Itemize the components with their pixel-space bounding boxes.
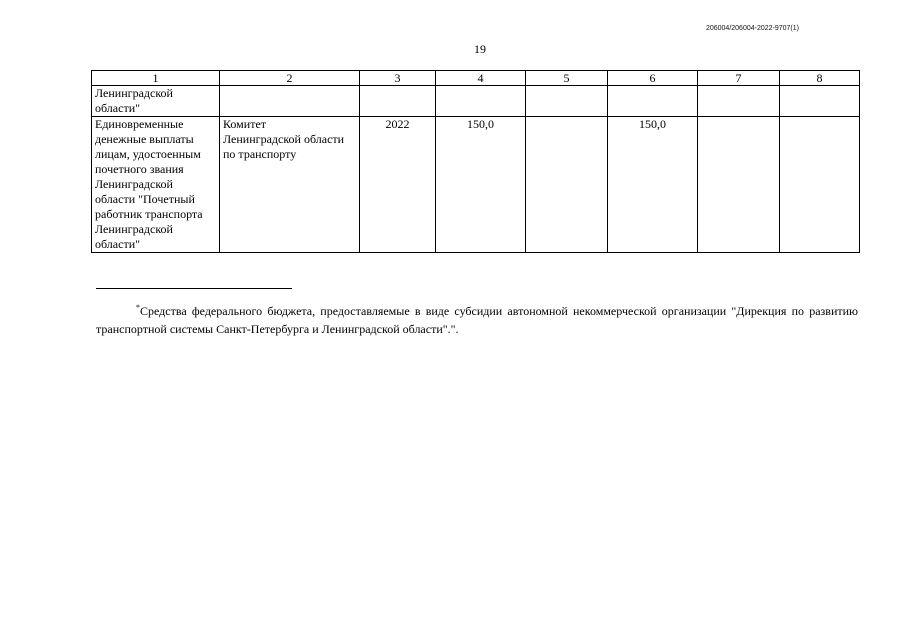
- footnote-text: Средства федерального бюджета, предоставляемые в виде субсидии автономной некоммерческой организации "Дирекция по развитию: [140, 304, 858, 318]
- table-cell: Единовременные денежные выплаты лицам, удостоенным почетного звания Ленинградской области "Почетный работник транспорта Ленинградской области": [92, 117, 220, 253]
- table-cell: [220, 86, 360, 117]
- table-row: [92, 86, 860, 117]
- document-registration-code: 206004/206004-2022-9707(1): [705, 25, 799, 32]
- table-cell: [526, 86, 608, 117]
- table-header-row: [92, 71, 860, 86]
- footnote-text-continued: транспортной системы Санкт-Петербурга и Ленинградской области".".: [96, 322, 459, 336]
- column-number-header: 7: [698, 71, 780, 86]
- column-number-header: 6: [608, 71, 698, 86]
- column-number-header: 3: [360, 71, 436, 86]
- table-cell: 2022: [360, 117, 436, 253]
- table-cell: [360, 86, 436, 117]
- page-number: 19: [474, 42, 486, 56]
- table-cell: [436, 86, 526, 117]
- table-cell: [780, 86, 860, 117]
- column-number-header: 2: [220, 71, 360, 86]
- column-number-header: 4: [436, 71, 526, 86]
- table-cell: [608, 86, 698, 117]
- column-number-header: 5: [526, 71, 608, 86]
- table-cell: [698, 86, 780, 117]
- table-cell: Ленинградской области": [92, 86, 220, 117]
- table-row: [92, 117, 860, 253]
- column-number-header: 1: [92, 71, 220, 86]
- table-cell: Комитет Ленинградской области по транспорту: [220, 117, 360, 253]
- budget-table: [91, 70, 860, 253]
- table-cell: [526, 117, 608, 253]
- table-cell: [780, 117, 860, 253]
- table-cell: [698, 117, 780, 253]
- table-cell: 150,0: [436, 117, 526, 253]
- footnote: [96, 302, 858, 338]
- footnote-separator: [96, 288, 292, 289]
- footnote-mark: *: [136, 303, 140, 312]
- footnote-line: [96, 302, 858, 320]
- table-cell: 150,0: [608, 117, 698, 253]
- column-number-header: 8: [780, 71, 860, 86]
